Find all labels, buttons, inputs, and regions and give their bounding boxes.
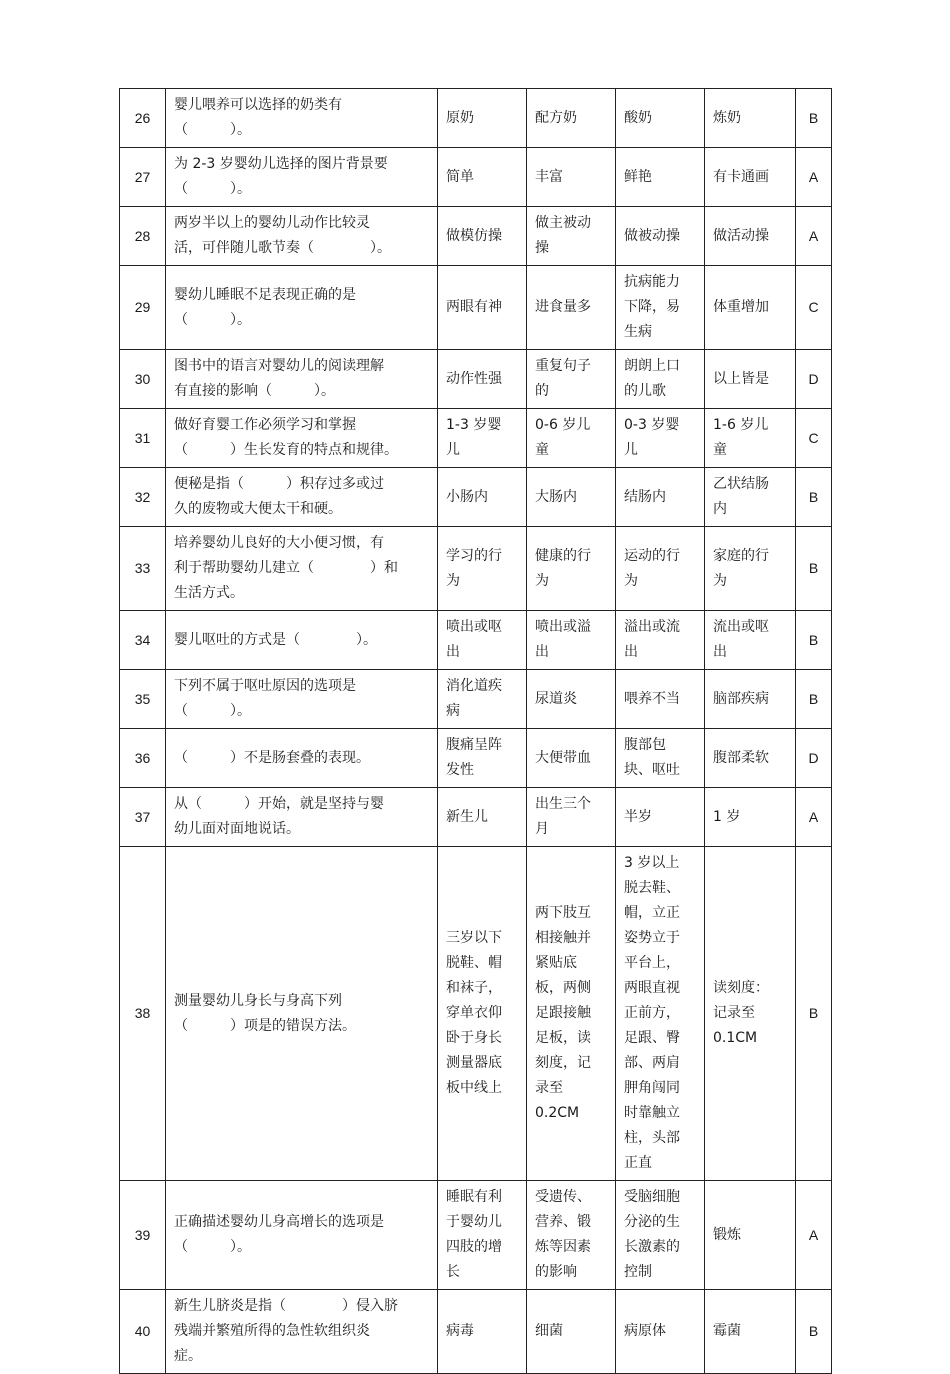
answer: B	[796, 670, 832, 729]
option-d: 读刻度： 记录至 0.1CM	[705, 847, 796, 1181]
option-a: 腹痛呈阵 发性	[438, 729, 527, 788]
option-a: 睡眠有利 于婴幼儿 四肢的增 长	[438, 1181, 527, 1290]
answer: D	[796, 350, 832, 409]
question-text: 正确描述婴幼儿身高增长的选项是 （ ）。	[166, 1181, 438, 1290]
option-c: 朗朗上口 的儿歌	[616, 350, 705, 409]
question-number: 39	[120, 1181, 166, 1290]
option-b: 喷出或溢 出	[527, 611, 616, 670]
option-d: 1-6 岁儿 童	[705, 409, 796, 468]
option-c: 抗病能力 下降，易 生病	[616, 266, 705, 350]
answer: B	[796, 468, 832, 527]
option-d: 以上皆是	[705, 350, 796, 409]
question-number: 33	[120, 527, 166, 611]
option-b: 大便带血	[527, 729, 616, 788]
option-c: 喂养不当	[616, 670, 705, 729]
option-a: 动作性强	[438, 350, 527, 409]
option-d: 腹部柔软	[705, 729, 796, 788]
question-number: 30	[120, 350, 166, 409]
answer: A	[796, 788, 832, 847]
question-text: 从（ ）开始，就是坚持与婴 幼儿面对面地说话。	[166, 788, 438, 847]
option-a: 新生儿	[438, 788, 527, 847]
question-row	[120, 266, 832, 350]
question-number: 35	[120, 670, 166, 729]
option-a: 简单	[438, 148, 527, 207]
question-text: 下列不属于呕吐原因的选项是 （ ）。	[166, 670, 438, 729]
option-b: 受遗传、 营养、锻 炼等因素 的影响	[527, 1181, 616, 1290]
option-d: 做活动操	[705, 207, 796, 266]
option-b: 两下肢互 相接触并 紧贴底 板，两侧 足跟接触 足板，读 刻度，记 录至 0.2CM	[527, 847, 616, 1181]
question-row	[120, 611, 832, 670]
option-c: 结肠内	[616, 468, 705, 527]
question-text: 婴儿喂养可以选择的奶类有 （ ）。	[166, 89, 438, 148]
question-number: 38	[120, 847, 166, 1181]
question-text: 两岁半以上的婴幼儿动作比较灵 活，可伴随儿歌节奏（ ）。	[166, 207, 438, 266]
option-b: 出生三个 月	[527, 788, 616, 847]
option-b: 丰富	[527, 148, 616, 207]
question-row	[120, 1181, 832, 1290]
question-row	[120, 527, 832, 611]
question-table	[119, 88, 832, 1374]
question-number: 40	[120, 1290, 166, 1374]
option-c: 鲜艳	[616, 148, 705, 207]
question-row	[120, 1290, 832, 1374]
option-b: 做主被动 操	[527, 207, 616, 266]
option-a: 三岁以下 脱鞋、帽 和袜子， 穿单衣仰 卧于身长 测量器底 板中线上	[438, 847, 527, 1181]
option-d: 流出或呕 出	[705, 611, 796, 670]
question-row	[120, 350, 832, 409]
option-a: 消化道疾 病	[438, 670, 527, 729]
option-a: 做模仿操	[438, 207, 527, 266]
option-d: 1 岁	[705, 788, 796, 847]
option-a: 学习的行 为	[438, 527, 527, 611]
answer: C	[796, 409, 832, 468]
question-number: 36	[120, 729, 166, 788]
answer: A	[796, 148, 832, 207]
answer: B	[796, 1290, 832, 1374]
question-number: 29	[120, 266, 166, 350]
answer: C	[796, 266, 832, 350]
question-text: 新生儿脐炎是指（ ）侵入脐 残端并繁殖所得的急性软组织炎 症。	[166, 1290, 438, 1374]
question-text: 测量婴幼儿身长与身高下列 （ ）项是的错误方法。	[166, 847, 438, 1181]
option-d: 脑部疾病	[705, 670, 796, 729]
option-b: 大肠内	[527, 468, 616, 527]
option-b: 细菌	[527, 1290, 616, 1374]
option-d: 有卡通画	[705, 148, 796, 207]
question-rows	[120, 89, 832, 1374]
answer: B	[796, 611, 832, 670]
option-b: 进食量多	[527, 266, 616, 350]
option-c: 3 岁以上 脱去鞋、 帽，立正 姿势立于 平台上， 两眼直视 正前方， 足跟、臀 部、两肩 胛角闯同 时靠触立 柱，头部 正直	[616, 847, 705, 1181]
question-text: 婴儿呕吐的方式是（ ）。	[166, 611, 438, 670]
question-text: 为 2-3 岁婴幼儿选择的图片背景要 （ ）。	[166, 148, 438, 207]
option-c: 运动的行 为	[616, 527, 705, 611]
option-c: 酸奶	[616, 89, 705, 148]
option-b: 健康的行 为	[527, 527, 616, 611]
question-row	[120, 468, 832, 527]
question-row	[120, 729, 832, 788]
question-text: 培养婴幼儿良好的大小便习惯，有 利于帮助婴幼儿建立（ ）和 生活方式。	[166, 527, 438, 611]
question-text: 婴幼儿睡眠不足表现正确的是 （ ）。	[166, 266, 438, 350]
question-row	[120, 670, 832, 729]
option-c: 腹部包 块、呕吐	[616, 729, 705, 788]
option-a: 病毒	[438, 1290, 527, 1374]
option-d: 锻炼	[705, 1181, 796, 1290]
answer: B	[796, 527, 832, 611]
question-number: 34	[120, 611, 166, 670]
answer: B	[796, 847, 832, 1181]
question-number: 37	[120, 788, 166, 847]
option-c: 病原体	[616, 1290, 705, 1374]
question-row	[120, 847, 832, 1181]
question-row	[120, 788, 832, 847]
option-a: 1-3 岁婴 儿	[438, 409, 527, 468]
question-number: 26	[120, 89, 166, 148]
option-a: 喷出或呕 出	[438, 611, 527, 670]
question-number: 27	[120, 148, 166, 207]
option-a: 两眼有神	[438, 266, 527, 350]
question-number: 32	[120, 468, 166, 527]
question-row	[120, 148, 832, 207]
option-c: 做被动操	[616, 207, 705, 266]
option-b: 尿道炎	[527, 670, 616, 729]
option-a: 小肠内	[438, 468, 527, 527]
answer: B	[796, 89, 832, 148]
option-b: 重复句子 的	[527, 350, 616, 409]
question-number: 28	[120, 207, 166, 266]
question-text: （ ）不是肠套叠的表现。	[166, 729, 438, 788]
option-c: 0-3 岁婴 儿	[616, 409, 705, 468]
option-b: 配方奶	[527, 89, 616, 148]
option-d: 霉菌	[705, 1290, 796, 1374]
option-d: 体重增加	[705, 266, 796, 350]
question-row	[120, 207, 832, 266]
answer: A	[796, 207, 832, 266]
option-a: 原奶	[438, 89, 527, 148]
option-b: 0-6 岁儿 童	[527, 409, 616, 468]
question-row	[120, 89, 832, 148]
option-d: 乙状结肠 内	[705, 468, 796, 527]
option-c: 半岁	[616, 788, 705, 847]
question-number: 31	[120, 409, 166, 468]
question-text: 图书中的语言对婴幼儿的阅读理解 有直接的影响（ ）。	[166, 350, 438, 409]
option-d: 家庭的行 为	[705, 527, 796, 611]
answer: A	[796, 1181, 832, 1290]
question-row	[120, 409, 832, 468]
option-c: 溢出或流 出	[616, 611, 705, 670]
question-text: 便秘是指（ ）积存过多或过 久的废物或大便太干和硬。	[166, 468, 438, 527]
option-c: 受脑细胞 分泌的生 长激素的 控制	[616, 1181, 705, 1290]
question-text: 做好育婴工作必须学习和掌握 （ ）生长发育的特点和规律。	[166, 409, 438, 468]
option-d: 炼奶	[705, 89, 796, 148]
answer: D	[796, 729, 832, 788]
